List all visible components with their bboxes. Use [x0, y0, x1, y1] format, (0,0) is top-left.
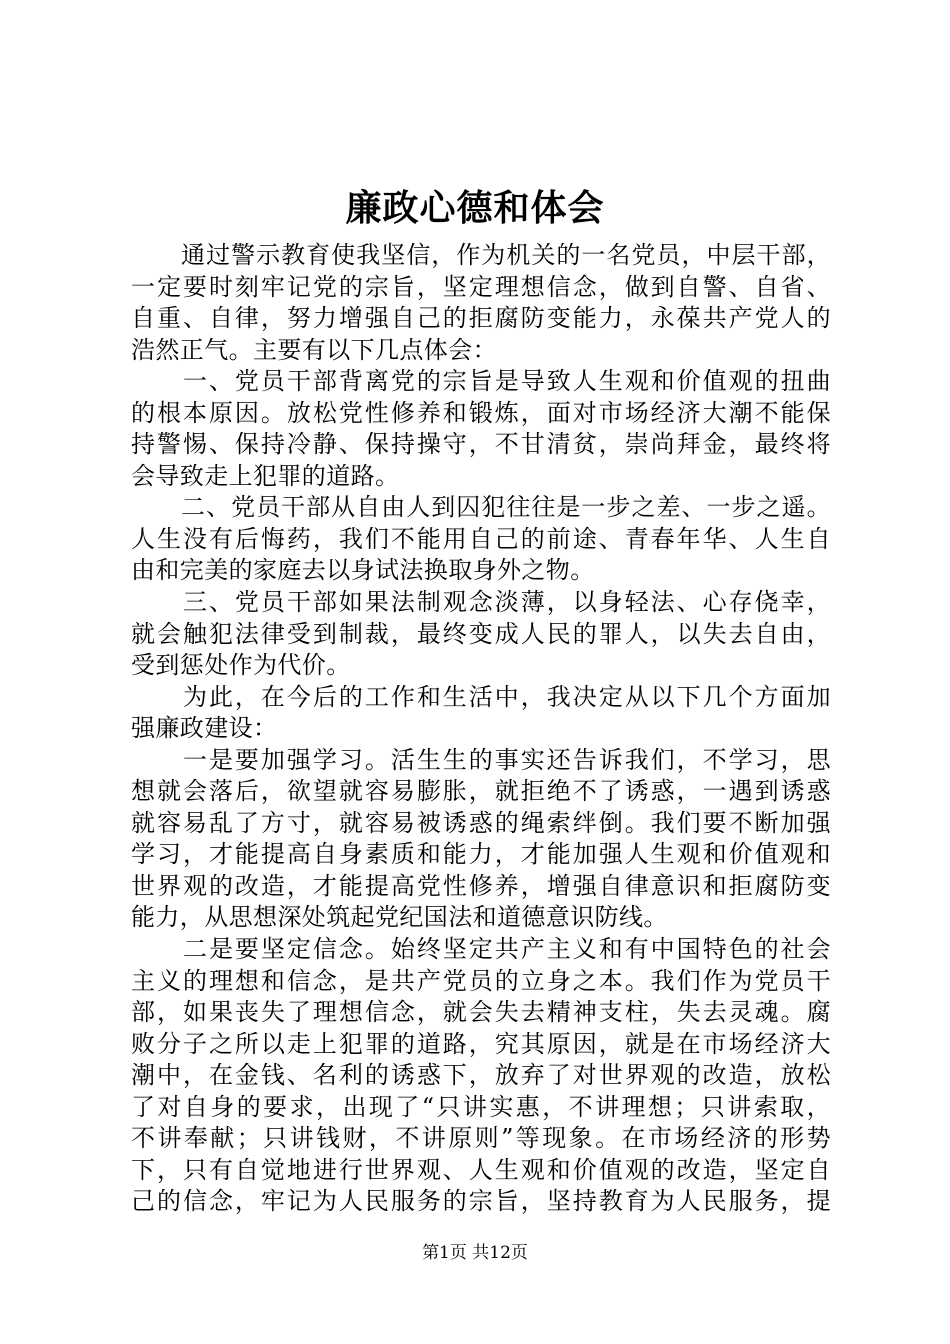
text-line: 就容易乱了方寸，就容易被诱惑的绳索绊倒。我们要不断加强: [131, 808, 831, 837]
text-line: 了对自身的要求，出现了“只讲实惠，不讲理想；只讲索取，: [131, 1092, 831, 1121]
text-line: 世界观的改造，才能提高党性修养，增强自律意识和拒腐防变: [131, 871, 831, 900]
text-line: 受到惩处作为代价。: [131, 651, 351, 680]
text-line: 二、党员干部从自由人到囚犯往往是一步之差、一步之遥。: [131, 493, 831, 522]
text-line: 自重、自律，努力增强自己的拒腐防变能力，永葆共产党人的: [131, 304, 831, 333]
text-line: 三、党员干部如果法制观念淡薄，以身轻法、心存侥幸，: [131, 588, 831, 617]
text-line: 下，只有自觉地进行世界观、人生观和价值观的改造，坚定自: [131, 1155, 831, 1184]
text-line: 二是要坚定信念。始终坚定共产主义和有中国特色的社会: [131, 935, 831, 964]
document-title: 廉政心德和体会: [345, 187, 605, 229]
text-line: 持警惕、保持冷静、保持操守，不甘清贫，崇尚拜金，最终将: [131, 430, 831, 459]
text-line: 通过警示教育使我坚信，作为机关的一名党员，中层干部，: [131, 241, 831, 269]
text-line: 强廉政建设：: [131, 714, 278, 743]
page-footer: 第1页 共12页: [422, 1243, 528, 1263]
text-line: 浩然正气。主要有以下几点体会：: [131, 335, 497, 364]
text-line: 能力，从思想深处筑起党纪国法和道德意识防线。: [131, 903, 668, 932]
text-line: 败分子之所以走上犯罪的道路，究其原因，就是在市场经济大: [131, 1029, 831, 1058]
text-line: 人生没有后悔药，我们不能用自己的前途、青春年华、人生自: [131, 524, 831, 553]
text-line: 会导致走上犯罪的道路。: [131, 461, 400, 490]
text-line: 的根本原因。放松党性修养和锻炼，面对市场经济大潮不能保: [131, 398, 831, 427]
text-line: 主义的理想和信念，是共产党员的立身之本。我们作为党员干: [131, 966, 831, 995]
text-line: 一是要加强学习。活生生的事实还告诉我们，不学习，思: [131, 745, 831, 774]
text-line: 想就会落后，欲望就容易膨胀，就拒绝不了诱惑，一遇到诱惑: [131, 777, 831, 806]
text-line: 己的信念，牢记为人民服务的宗旨，坚持教育为人民服务，提: [131, 1187, 831, 1216]
text-line: 为此，在今后的工作和生活中，我决定从以下几个方面加: [131, 682, 831, 711]
text-line: 潮中，在金钱、名利的诱惑下，放弃了对世界观的改造，放松: [131, 1061, 831, 1090]
text-line: 一、党员干部背离党的宗旨是导致人生观和价值观的扭曲: [131, 367, 831, 396]
text-line: 部，如果丧失了理想信念，就会失去精神支柱，失去灵魂。腐: [131, 998, 831, 1027]
document-body: [131, 240, 831, 1218]
text-line: 一定要时刻牢记党的宗旨，坚定理想信念，做到自警、自省、: [131, 272, 831, 301]
text-line: 由和完美的家庭去以身试法换取身外之物。: [131, 556, 595, 585]
text-line: 不讲奉献；只讲钱财，不讲原则”等现象。在市场经济的形势: [131, 1124, 831, 1153]
text-line: 就会触犯法律受到制裁，最终变成人民的罪人，以失去自由，: [131, 619, 831, 648]
text-line: 学习，才能提高自身素质和能力，才能加强人生观和价值观和: [131, 840, 831, 869]
